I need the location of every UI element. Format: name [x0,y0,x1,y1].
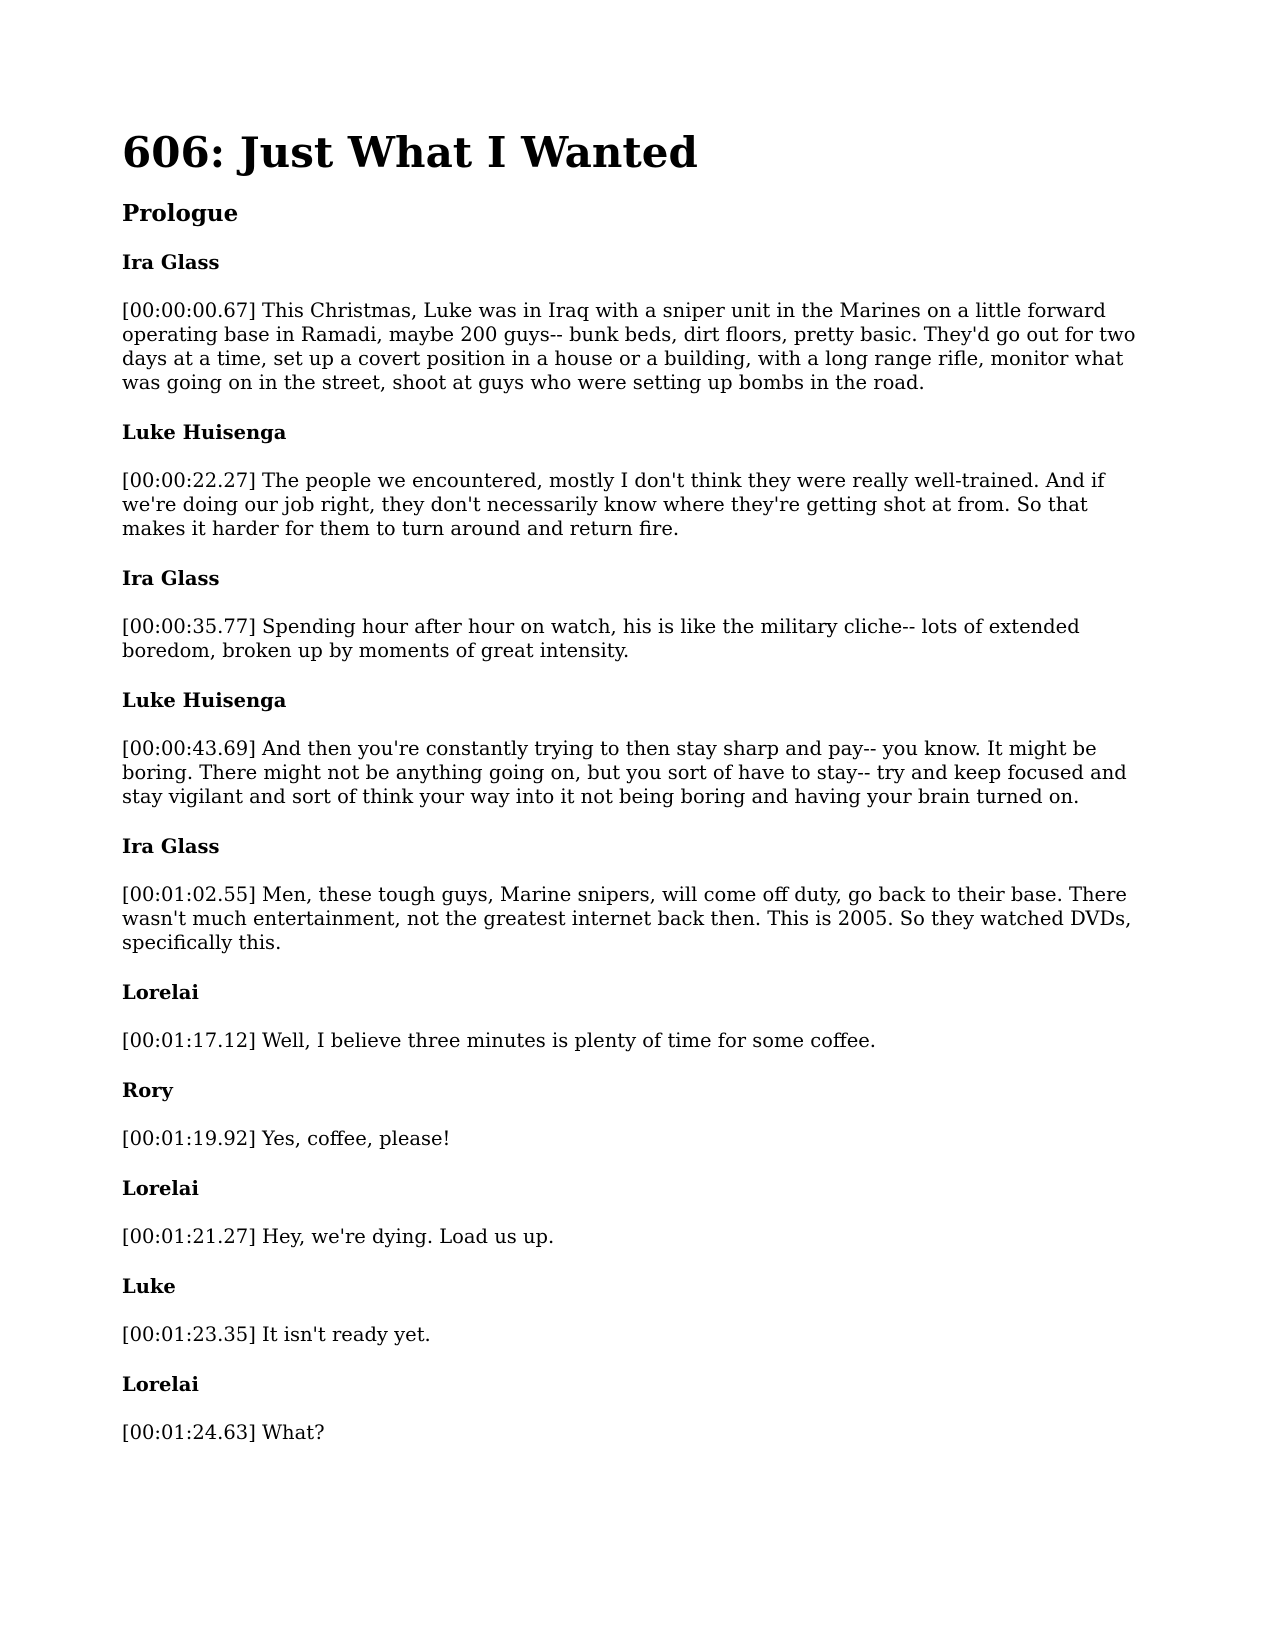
utterance-text: Yes, coffee, please! [262,1127,451,1151]
timestamp: [00:00:00.67] [122,299,256,323]
utterance [122,1127,1157,1151]
transcript-entry [122,835,1157,955]
timestamp: [00:01:19.92] [122,1127,256,1151]
speaker-name: Luke [122,1275,176,1299]
transcript-entry [122,1373,1157,1445]
speaker-name: Lorelai [122,981,199,1005]
utterance-text: This Christmas, Luke was in Iraq with a sniper unit in the Marines on a little forward operating base in Ramadi, maybe 200 guys-- bunk beds, dirt floors, pretty basic. They'd go out for two days at a time, set up a covert position in a house or a building, with a long range rifle, monitor what was going on in the street, shoot at guys who were setting up bombs in the road. [122,299,1136,395]
utterance-text: Spending hour after hour on watch, his is like the military cliche-- lots of extended boredom, broken up by moments of great intensity. [122,615,1080,663]
utterance-text: What? [262,1421,325,1445]
transcript-page [122,128,1157,1471]
utterance-text: The people we encountered, mostly I don't think they were really well-trained. And if we're doing our job right, they don't necessarily know where they're getting shot at from. So that makes it harder for them to turn around and return fire. [122,469,1105,541]
timestamp: [00:00:43.69] [122,737,256,761]
transcript-entry [122,689,1157,809]
speaker-name: Ira Glass [122,251,220,275]
utterance-text: Well, I believe three minutes is plenty of time for some coffee. [262,1029,877,1053]
utterance [122,883,1157,955]
utterance [122,469,1157,541]
utterance-text: Men, these tough guys, Marine snipers, will come off duty, go back to their base. There wasn't much entertainment, not the greatest internet back then. This is 2005. So they watched DVDs, specifically this. [122,883,1132,955]
utterance [122,1029,1157,1053]
transcript-entry [122,1275,1157,1347]
utterance-text: And then you're constantly trying to then stay sharp and pay-- you know. It might be boring. There might not be anything going on, but you sort of have to stay-- try and keep focused and stay vigilant and sort of think your way into it not being boring and having your brain turned on. [122,737,1127,809]
page-title: 606: Just What I Wanted [122,128,698,177]
utterance-text: It isn't ready yet. [262,1323,431,1347]
timestamp: [00:01:02.55] [122,883,256,907]
utterance [122,737,1157,809]
transcript-entry [122,981,1157,1053]
utterance [122,615,1157,663]
utterance [122,1421,1157,1445]
transcript-entry [122,1079,1157,1151]
transcript-entry [122,1177,1157,1249]
timestamp: [00:01:23.35] [122,1323,256,1347]
utterance [122,299,1157,395]
timestamp: [00:01:17.12] [122,1029,256,1053]
speaker-name: Ira Glass [122,835,220,859]
utterance [122,1323,1157,1347]
speaker-name: Ira Glass [122,567,220,591]
transcript-entry [122,567,1157,663]
speaker-name: Lorelai [122,1177,199,1201]
timestamp: [00:01:21.27] [122,1225,256,1249]
timestamp: [00:01:24.63] [122,1421,256,1445]
timestamp: [00:00:22.27] [122,469,256,493]
timestamp: [00:00:35.77] [122,615,256,639]
transcript-entry [122,251,1157,395]
speaker-name: Rory [122,1079,173,1103]
transcript-entry [122,421,1157,541]
utterance-text: Hey, we're dying. Load us up. [262,1225,555,1249]
speaker-name: Lorelai [122,1373,199,1397]
section-title: Prologue [122,200,239,228]
speaker-name: Luke Huisenga [122,689,287,713]
speaker-name: Luke Huisenga [122,421,287,445]
utterance [122,1225,1157,1249]
